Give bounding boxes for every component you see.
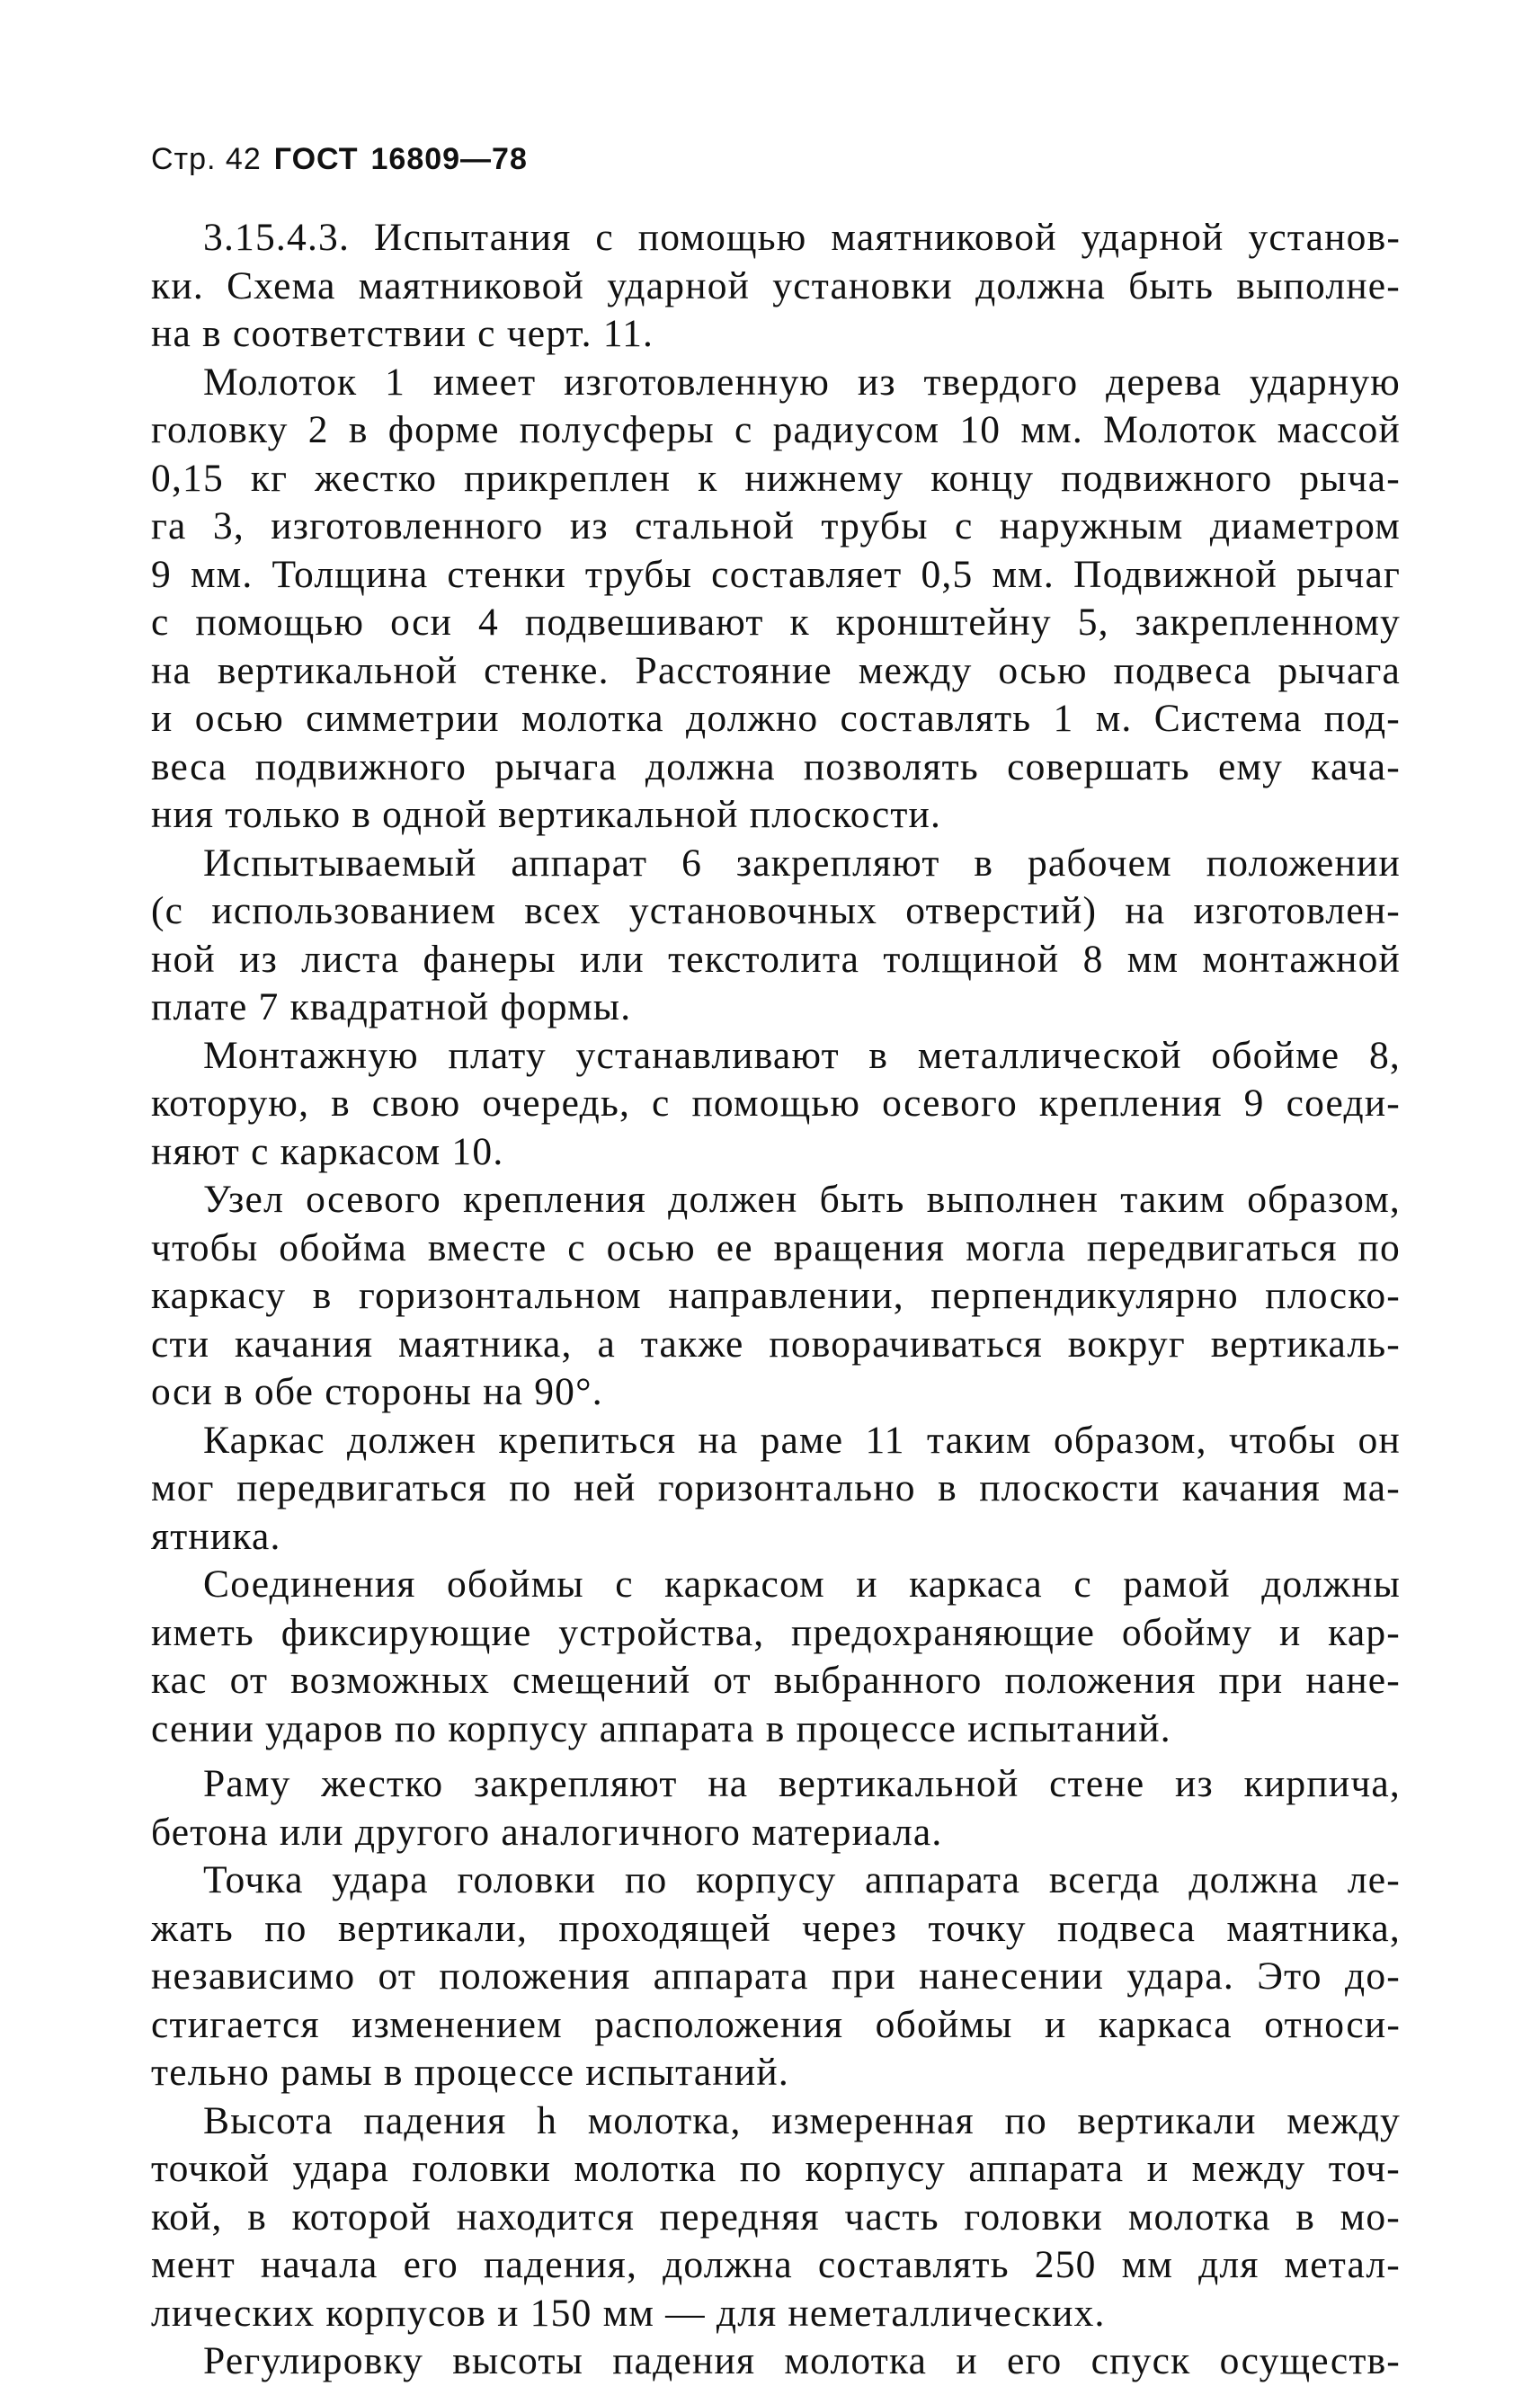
text-line: Монтажную плату устанавливают в металлической обойме 8, <box>203 1033 1401 1077</box>
paragraph-gap <box>151 1753 1401 1760</box>
text-line: ки. Схема маятниковой ударной установки должна быть выполне- <box>151 263 1401 307</box>
text-line: бетона или другого аналогичного материала. <box>151 1810 943 1854</box>
text-line: каркасу в горизонтальном направлении, перпендикулярно плоско- <box>151 1274 1401 1317</box>
text-line: веса подвижного рычага должна позволять совершать ему кача- <box>151 744 1401 788</box>
text-line: Регулировку высоты падения молотка и его спуск осуществ- <box>203 2339 1401 2382</box>
text-line: ной из листа фанеры или текстолита толщиной 8 мм монтажной <box>151 937 1401 981</box>
text-line: жать по вертикали, проходящей через точку подвеса маятника, <box>151 1906 1401 1950</box>
text-line: на вертикальной стенке. Расстояние между осью подвеса рычага <box>151 648 1401 692</box>
document-body <box>151 214 1401 2386</box>
text-line: независимо от положения аппарата при нанесении удара. Это до- <box>151 1954 1401 1998</box>
text-line: Соединения обоймы с каркасом и каркаса с рамой должны <box>203 1562 1401 1606</box>
text-line: чтобы обойма вместе с осью ее вращения могла передвигаться по <box>151 1225 1401 1269</box>
text-line: Испытываемый аппарат 6 закрепляют в рабочем положении <box>203 841 1401 885</box>
text-line: 0,15 кг жестко прикреплен к нижнему концу подвижного рыча- <box>151 456 1401 500</box>
text-line: га 3, изготовленного из стальной трубы с наружным диаметром <box>151 504 1401 548</box>
text-line: на в соответствии с черт. 11. <box>151 312 654 355</box>
text-line: няют с каркасом 10. <box>151 1129 504 1173</box>
text-line: 9 мм. Толщина стенки трубы составляет 0,5 мм. Подвижной рычаг <box>151 552 1401 596</box>
text-line: лических корпусов и 150 мм — для неметаллических. <box>151 2291 1106 2335</box>
text-line: иметь фиксирующие устройства, предохраняющие обойму и кар- <box>151 1610 1401 1654</box>
text-line: кас от возможных смещений от выбранного положения при нане- <box>151 1659 1401 1702</box>
text-line: ния только в одной вертикальной плоскости. <box>151 793 942 836</box>
text-line: с помощью оси 4 подвешивают к кронштейну 5, закрепленному <box>151 601 1401 644</box>
text-line: мент начала его падения, должна составлять 250 мм для метал- <box>151 2243 1401 2286</box>
text-line: ятника. <box>151 1514 281 1558</box>
text-line: стигается изменением расположения обоймы и каркаса относи- <box>151 2002 1401 2046</box>
text-line: Молоток 1 имеет изготовленную из твердого дерева ударную <box>203 360 1401 404</box>
text-line: Раму жестко закрепляют на вертикальной стене из кирпича, <box>203 1762 1401 1805</box>
text-line: Высота падения h молотка, измеренная по вертикали между <box>203 2098 1401 2142</box>
text-line: которую, в свою очередь, с помощью осевого крепления 9 соеди- <box>151 1082 1401 1125</box>
text-line: Узел осевого крепления должен быть выполнен таким образом, <box>203 1178 1401 1221</box>
text-line: и осью симметрии молотка должно составлять 1 м. Система под- <box>151 697 1401 740</box>
text-line: сении ударов по корпусу аппарата в процессе испытаний. <box>151 1706 1171 1750</box>
text-line: плате 7 квадратной формы. <box>151 985 632 1028</box>
text-line: оси в обе стороны на 90°. <box>151 1370 603 1413</box>
text-line: тельно рамы в процессе испытаний. <box>151 2051 789 2094</box>
page-number: Стр. 42 <box>151 142 262 176</box>
text-line: Точка удара головки по корпусу аппарата всегда должна ле- <box>203 1858 1401 1901</box>
text-line: 3.15.4.3. Испытания с помощью маятниковой ударной установ- <box>203 216 1401 259</box>
page-header <box>151 144 528 174</box>
text-line: (с использованием всех установочных отверстий) на изготовлен- <box>151 889 1401 932</box>
text-line: мог передвигаться по ней горизонтально в плоскости качания ма- <box>151 1466 1401 1509</box>
text-line: кой, в которой находится передняя часть головки молотка в мо- <box>151 2195 1401 2239</box>
text-line: головку 2 в форме полусферы с радиусом 10 мм. Молоток массой <box>151 408 1401 451</box>
text-line: Каркас должен крепиться на раме 11 таким образом, чтобы он <box>203 1418 1401 1462</box>
standard-label: ГОСТ <box>273 142 359 176</box>
text-line: точкой удара головки молотка по корпусу аппарата и между точ- <box>151 2147 1401 2190</box>
text-line: сти качания маятника, а также поворачиваться вокруг вертикаль- <box>151 1322 1401 1366</box>
standard-number: 16809—78 <box>370 142 528 176</box>
